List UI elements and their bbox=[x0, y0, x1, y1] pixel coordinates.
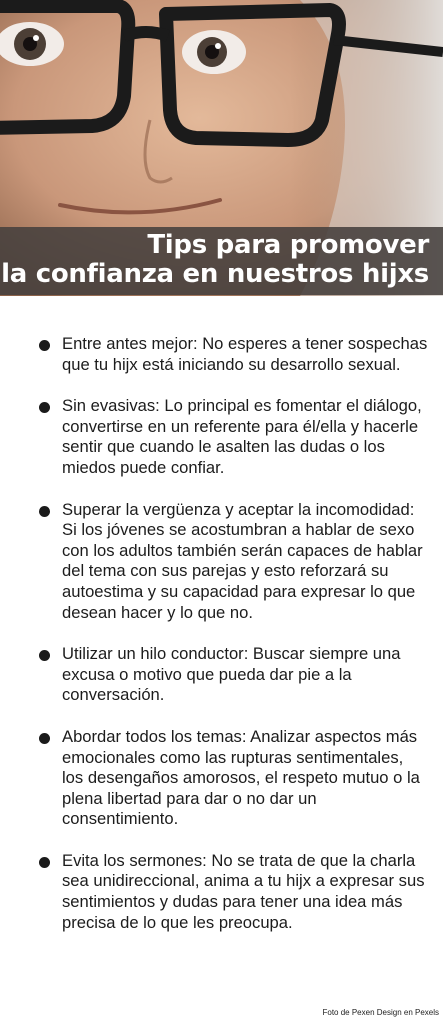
tips-list bbox=[0, 334, 443, 954]
tip-text: Sin evasivas: Lo principal es fomentar el diálogo, convertirse en un referente para él/ella y hacerle sentir que cuando le asalten las dudas o los miedos puede confiar. bbox=[62, 396, 422, 477]
bullet-icon bbox=[39, 340, 50, 351]
list-item bbox=[0, 851, 443, 933]
bullet-icon bbox=[39, 506, 50, 517]
tip-text: Utilizar un hilo conductor: Buscar siempre una excusa o motivo que pueda dar pie a la conversación. bbox=[62, 644, 401, 705]
tip-text: Evita los sermones: No se trata de que la charla sea unidireccional, anima a tu hijx a expresar sus sentimientos y dudas para tener una idea más precisa de lo que les preocupa. bbox=[62, 850, 425, 932]
bullet-icon bbox=[39, 402, 50, 413]
tip-text: Entre antes mejor: No esperes a tener sospechas que tu hijx está iniciando su desarrollo sexual. bbox=[62, 334, 428, 374]
list-item bbox=[0, 334, 443, 375]
bullet-icon bbox=[39, 857, 50, 868]
list-item bbox=[0, 727, 443, 830]
tip-text: Superar la vergüenza y aceptar la incomodidad: Si los jóvenes se acostumbran a hablar de sexo con los adultos también serán capaces de hablar del tema con sus parejas y esto reforzará su autoestima y su capacidad para expresar lo que desean hacer y lo que no. bbox=[62, 499, 423, 622]
page-title-line-2: la confianza en nuestros hijxs bbox=[1, 259, 429, 289]
list-item bbox=[0, 396, 443, 478]
list-item bbox=[0, 644, 443, 706]
tip-text: Abordar todos los temas: Analizar aspectos más emocionales como las rupturas sentimentales, los desengaños amorosos, el respeto mutuo o la plena libertad para dar o no dar un consentimiento. bbox=[62, 726, 420, 829]
list-item bbox=[0, 500, 443, 624]
bullet-icon bbox=[39, 650, 50, 661]
bullet-icon bbox=[39, 733, 50, 744]
page-title-line-1: Tips para promover bbox=[147, 230, 429, 260]
photo-credit: Foto de Pexen Design en Pexels bbox=[322, 1008, 439, 1017]
